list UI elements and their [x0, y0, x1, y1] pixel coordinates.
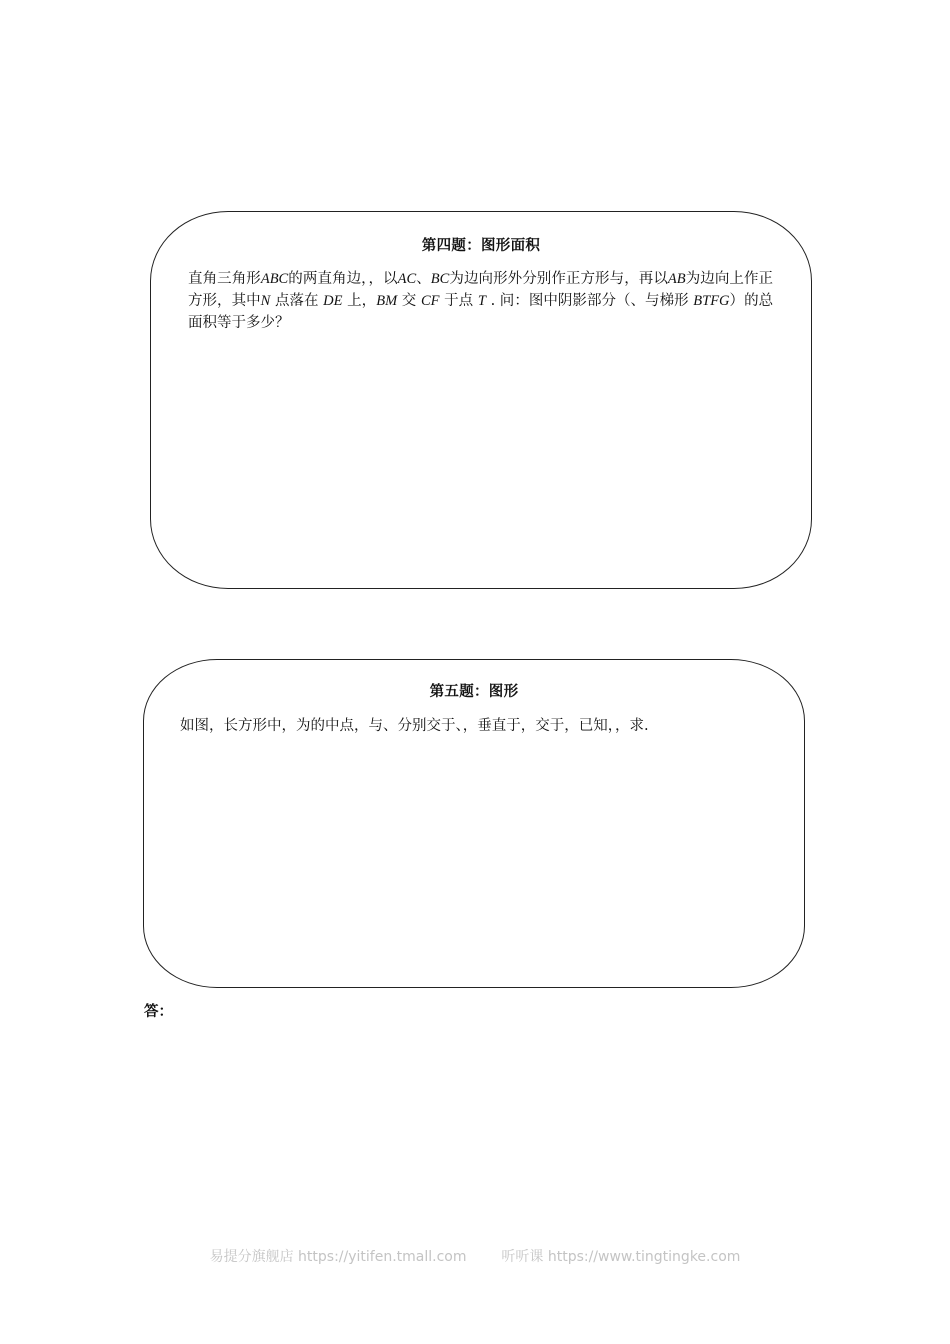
- math-label-cf: CF: [420, 293, 440, 309]
- math-label-btfg: BTFG: [693, 293, 730, 309]
- problem-4-title: 第四题：图形面积: [421, 238, 541, 254]
- problem-4-text-part: 点落在: [274, 293, 319, 309]
- math-label-abc: ABC: [260, 271, 289, 287]
- answer-label: 答：: [144, 1004, 173, 1020]
- problem-4-text: [188, 268, 773, 334]
- math-label-bm: BM: [376, 293, 398, 309]
- problem-4-text-part: 于点: [444, 293, 474, 309]
- problem-4-text-part: 交: [401, 293, 417, 309]
- problem-4-text-part: ）的总面积等于多少？: [188, 293, 774, 331]
- footer-shop-name: 易提分旗舰店: [209, 1249, 294, 1265]
- math-label-bc: BC: [430, 271, 450, 287]
- math-label-ac: AC: [397, 271, 417, 287]
- problem-4-text-part: 上，: [347, 293, 377, 309]
- footer-course-url[interactable]: https://www.tingtingke.com: [547, 1249, 741, 1265]
- problem-4-text-part: 为边向形外分别作正方形与，再以: [449, 271, 668, 287]
- footer-course-name: 听听课: [501, 1249, 544, 1265]
- math-label-de: DE: [323, 293, 343, 309]
- math-label-n: N: [260, 293, 271, 309]
- math-label-t: T: [477, 293, 486, 309]
- problem-4-text-part: 为边向上作正方形，其中: [188, 271, 774, 309]
- problem-4-text-part: 、: [416, 271, 431, 287]
- problem-4-card: [150, 211, 812, 589]
- math-label-ab: AB: [667, 271, 686, 287]
- problem-4-text-part: 直角三角形: [188, 271, 261, 287]
- footer-watermark: [0, 1246, 950, 1266]
- footer-shop-url[interactable]: https://yitifen.tmall.com: [298, 1249, 467, 1265]
- problem-5-card: [143, 659, 805, 988]
- problem-5-text: 如图，长方形中，为的中点，与、分别交于、，垂直于，交于，已知，，求.: [180, 718, 649, 734]
- problem-5-title: 第五题：图形: [429, 684, 519, 700]
- problem-4-text-part: . 问：图中阴影部分（、与梯形: [490, 293, 689, 309]
- problem-4-text-part: 的两直角边，，以: [288, 271, 398, 287]
